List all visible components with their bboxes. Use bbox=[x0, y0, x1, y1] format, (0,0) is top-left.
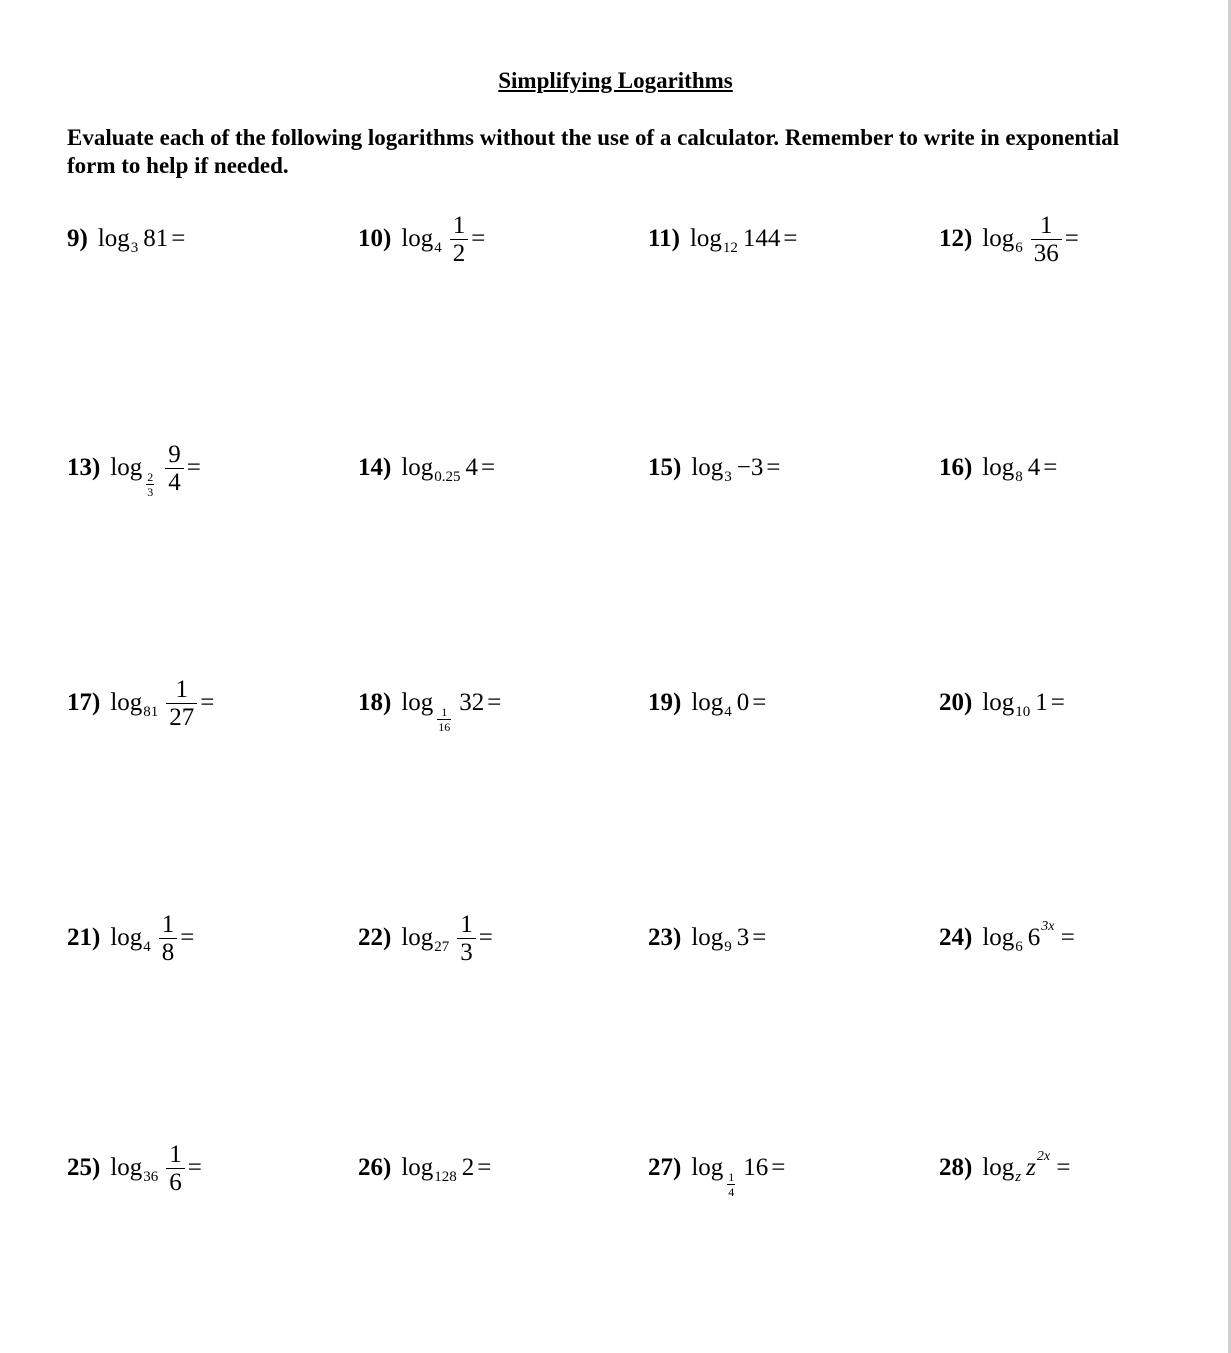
log-base: 10 bbox=[1015, 703, 1031, 720]
log-argument: 144 bbox=[742, 225, 781, 252]
fraction-denominator: 27 bbox=[166, 703, 197, 731]
page-title: Simplifying Logarithms bbox=[498, 68, 733, 93]
fraction-numerator: 9 bbox=[168, 440, 181, 468]
problem-12 bbox=[939, 204, 1079, 274]
log-label: log bbox=[982, 225, 1015, 252]
argument-fraction bbox=[1031, 212, 1062, 267]
log-argument: 4 bbox=[1027, 454, 1041, 481]
argument-fraction bbox=[166, 1141, 185, 1196]
fraction-denominator: 2 bbox=[450, 239, 469, 267]
problem-number: 13) bbox=[67, 454, 101, 481]
log-base: 3 bbox=[130, 239, 139, 256]
log-argument: 81 bbox=[143, 225, 169, 252]
log-base bbox=[434, 705, 454, 734]
log-label: log bbox=[401, 454, 434, 481]
problem-22 bbox=[358, 903, 493, 973]
fraction-denominator: 3 bbox=[457, 938, 476, 966]
log-label: log bbox=[110, 1154, 143, 1181]
fraction-numerator: 1 bbox=[169, 1140, 182, 1168]
equals-sign: = bbox=[180, 924, 195, 951]
problem-number: 14) bbox=[358, 454, 392, 481]
exponent: 3x bbox=[1041, 919, 1055, 934]
problem-18 bbox=[358, 668, 501, 738]
problem-number: 20) bbox=[939, 689, 973, 716]
log-label: log bbox=[691, 454, 724, 481]
fraction-numerator: 1 bbox=[460, 910, 473, 938]
equals-sign: = bbox=[478, 924, 493, 951]
log-base: 81 bbox=[143, 703, 159, 720]
log-label: log bbox=[982, 924, 1015, 951]
problem-number: 10) bbox=[358, 225, 392, 252]
fraction-numerator: 1 bbox=[441, 704, 448, 719]
argument-fraction bbox=[159, 911, 178, 966]
fraction-denominator: 6 bbox=[166, 1168, 185, 1196]
log-argument: 2 bbox=[461, 1154, 475, 1181]
log-label: log bbox=[691, 924, 724, 951]
argument-fraction bbox=[450, 212, 469, 267]
log-argument: z bbox=[1026, 1154, 1036, 1181]
problem-23 bbox=[648, 903, 766, 973]
log-label: log bbox=[401, 225, 434, 252]
problem-number: 24) bbox=[939, 924, 973, 951]
equals-sign: = bbox=[477, 1154, 492, 1181]
problem-number: 28) bbox=[939, 1154, 973, 1181]
log-label: log bbox=[401, 1154, 434, 1181]
log-base: 128 bbox=[434, 1168, 457, 1185]
log-argument: −3 bbox=[736, 454, 764, 481]
problem-number: 25) bbox=[67, 1154, 101, 1181]
fraction-numerator: 2 bbox=[147, 469, 154, 484]
fraction-denominator: 16 bbox=[438, 719, 451, 734]
log-label: log bbox=[110, 689, 143, 716]
problem-21 bbox=[67, 903, 194, 973]
equals-sign: = bbox=[783, 225, 798, 252]
equals-sign: = bbox=[1043, 454, 1058, 481]
equals-sign: = bbox=[1056, 1154, 1071, 1181]
log-argument: 4 bbox=[465, 454, 479, 481]
log-base: 4 bbox=[724, 703, 732, 720]
log-label: log bbox=[982, 454, 1015, 481]
equals-sign: = bbox=[1064, 225, 1079, 252]
equals-sign: = bbox=[1060, 924, 1075, 951]
problem-number: 15) bbox=[648, 454, 682, 481]
log-argument: 32 bbox=[459, 689, 485, 716]
problem-10 bbox=[358, 204, 485, 274]
log-label: log bbox=[982, 1154, 1015, 1181]
problem-17 bbox=[67, 668, 214, 738]
fraction-numerator: 1 bbox=[452, 211, 466, 239]
equals-sign: = bbox=[481, 454, 496, 481]
fraction-denominator: 3 bbox=[147, 484, 154, 499]
problem-number: 9) bbox=[67, 225, 88, 252]
problem-24 bbox=[939, 903, 1075, 973]
log-label: log bbox=[982, 689, 1015, 716]
argument-fraction bbox=[457, 911, 476, 966]
log-base: 36 bbox=[143, 1168, 159, 1185]
equals-sign: = bbox=[186, 454, 201, 481]
equals-sign: = bbox=[471, 225, 486, 252]
base-fraction bbox=[727, 1170, 735, 1199]
log-argument: 0 bbox=[736, 689, 750, 716]
problem-number: 12) bbox=[939, 225, 973, 252]
problem-number: 17) bbox=[67, 689, 101, 716]
problem-9 bbox=[67, 204, 185, 274]
equals-sign: = bbox=[187, 1154, 202, 1181]
problem-number: 23) bbox=[648, 924, 682, 951]
instructions: Evaluate each of the following logarithms without the use of a calculator. Remember to write in exponential form to help if needed. bbox=[67, 125, 1120, 178]
fraction-numerator: 1 bbox=[728, 1169, 735, 1184]
base-fraction bbox=[146, 470, 154, 499]
log-label: log bbox=[401, 689, 434, 716]
equals-sign: = bbox=[766, 454, 781, 481]
log-base: 4 bbox=[434, 239, 442, 256]
problem-20 bbox=[939, 668, 1065, 738]
problem-28 bbox=[939, 1133, 1070, 1203]
fraction-numerator: 1 bbox=[175, 675, 189, 703]
problem-26 bbox=[358, 1133, 491, 1203]
log-label: log bbox=[97, 225, 130, 252]
log-base bbox=[724, 1170, 738, 1199]
problem-13 bbox=[67, 433, 201, 503]
problem-14 bbox=[358, 433, 495, 503]
log-base: 6 bbox=[1015, 239, 1023, 256]
problem-number: 26) bbox=[358, 1154, 392, 1181]
problem-number: 21) bbox=[67, 924, 101, 951]
equals-sign: = bbox=[752, 689, 767, 716]
problem-number: 11) bbox=[648, 225, 680, 252]
fraction-denominator: 4 bbox=[165, 468, 184, 496]
log-base: 8 bbox=[1015, 468, 1023, 485]
log-base: 27 bbox=[434, 938, 450, 955]
log-base: 4 bbox=[143, 938, 151, 955]
log-label: log bbox=[110, 924, 143, 951]
problem-number: 16) bbox=[939, 454, 973, 481]
log-argument: 6 bbox=[1027, 924, 1041, 951]
log-base: 9 bbox=[724, 938, 732, 955]
log-argument: 3 bbox=[736, 924, 750, 951]
log-base bbox=[143, 470, 157, 499]
problem-25 bbox=[67, 1133, 202, 1203]
problem-number: 22) bbox=[358, 924, 392, 951]
log-label: log bbox=[689, 225, 722, 252]
log-label: log bbox=[110, 454, 143, 481]
exponent: 2x bbox=[1036, 1149, 1051, 1164]
log-base: 3 bbox=[724, 468, 732, 485]
problem-11 bbox=[648, 204, 798, 274]
argument-fraction bbox=[166, 676, 197, 731]
log-base: 0.25 bbox=[434, 468, 461, 485]
log-base: 12 bbox=[722, 239, 738, 256]
fraction-denominator: 4 bbox=[728, 1184, 735, 1199]
equals-sign: = bbox=[171, 225, 186, 252]
problem-15 bbox=[648, 433, 781, 503]
log-argument: 16 bbox=[743, 1154, 769, 1181]
problem-19 bbox=[648, 668, 766, 738]
log-label: log bbox=[401, 924, 434, 951]
equals-sign: = bbox=[1050, 689, 1065, 716]
equals-sign: = bbox=[200, 689, 215, 716]
argument-fraction bbox=[165, 441, 184, 496]
base-fraction bbox=[437, 705, 451, 734]
log-argument: 1 bbox=[1035, 689, 1048, 716]
fraction-numerator: 1 bbox=[161, 910, 175, 938]
fraction-numerator: 1 bbox=[1040, 211, 1053, 239]
log-label: log bbox=[691, 689, 724, 716]
equals-sign: = bbox=[752, 924, 767, 951]
fraction-denominator: 36 bbox=[1031, 239, 1062, 267]
problem-16 bbox=[939, 433, 1057, 503]
log-base: z bbox=[1015, 1168, 1022, 1185]
equals-sign: = bbox=[771, 1154, 786, 1181]
problem-number: 19) bbox=[648, 689, 682, 716]
problem-number: 18) bbox=[358, 689, 392, 716]
log-label: log bbox=[691, 1154, 724, 1181]
problem-27 bbox=[648, 1133, 785, 1203]
problem-number: 27) bbox=[648, 1154, 682, 1181]
equals-sign: = bbox=[487, 689, 502, 716]
log-base: 6 bbox=[1015, 938, 1023, 955]
fraction-denominator: 8 bbox=[159, 938, 178, 966]
